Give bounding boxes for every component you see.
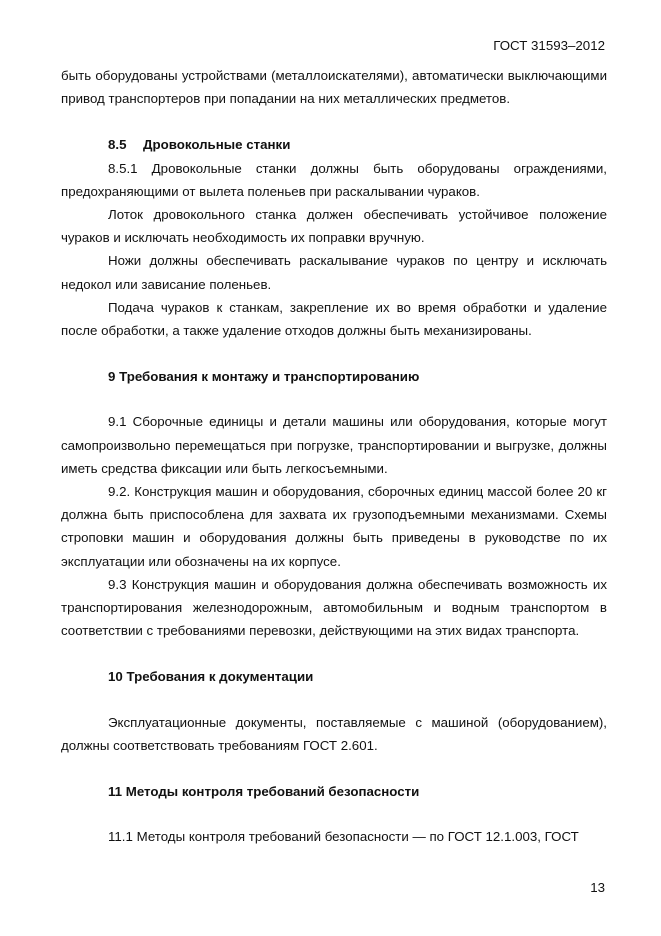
paragraph: 9.1 Сборочные единицы и детали машины или оборудования, которые могут самопроизвольно перемещаться при погрузке, транспортировании и выгрузке, должны иметь средства фиксации или быть легкосъемными. — [61, 414, 607, 476]
paragraph: Лоток дровокольного станка должен обеспечивать устойчивое положение чураков и исключать необходимость их поправки вручную. — [61, 207, 607, 246]
section-8-5-heading — [61, 133, 607, 156]
section-8-5-title: Дровокольные станки — [143, 137, 291, 153]
continuation-paragraph: быть оборудованы устройствами (металлоискателями), автоматически выключающими привод транспортеров при попадании на них металлических предметов. — [61, 68, 607, 107]
paragraph: 8.5.1 Дровокольные станки должны быть оборудованы ограждениями, предохраняющими от вылета поленьев при раскалывании чураков. — [61, 160, 607, 199]
section-8-5-number: 8.5 — [108, 137, 127, 153]
section-10-heading: 10 Требования к документации — [108, 669, 314, 685]
paragraph: 11.1 Методы контроля требований безопасности — по ГОСТ 12.1.003, ГОСТ — [108, 829, 579, 845]
paragraph: Эксплуатационные документы, поставляемые с машиной (оборудованием), должны соответствовать требованиям ГОСТ 2.601. — [61, 714, 607, 753]
paragraph: Ножи должны обеспечивать раскалывание чураков по центру и исключать недокол или зависание поленьев. — [61, 253, 607, 292]
section-11-heading: 11 Методы контроля требований безопасности — [108, 784, 420, 800]
page-number: 13 — [590, 880, 605, 895]
paragraph: 9.2. Конструкция машин и оборудования, сборочных единиц массой более 20 кг должна быть приспособлена для захвата их грузоподъемными механизмами. Схемы строповки машин и оборудования должны быть приведены в руководстве по их эксплуатации или обозначены на их корпусе. — [61, 484, 607, 569]
paragraph: Подача чураков к станкам, закрепление их во время обработки и удаление после обработки, а также удаление отходов должны быть механизированы. — [61, 299, 607, 339]
document-header: ГОСТ 31593–2012 — [493, 38, 605, 53]
page-content — [61, 64, 607, 848]
section-9-heading: 9 Требования к монтажу и транспортированию — [108, 369, 420, 385]
paragraph: 9.3 Конструкция машин и оборудования должна обеспечивать возможность их транспортирования железнодорожным, автомобильным и водным транспортом в соответствии с требованиями перевозки, действующими на этих видах транспорта. — [61, 576, 607, 639]
